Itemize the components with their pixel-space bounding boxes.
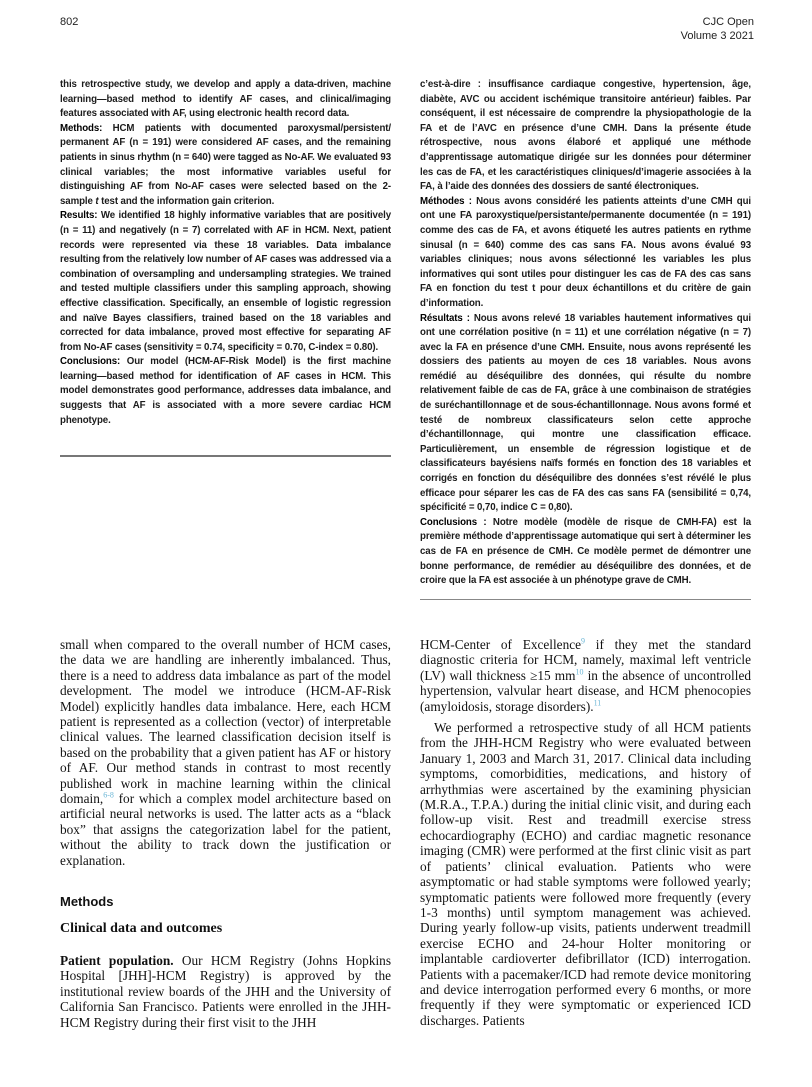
resume-resultats — [420, 312, 751, 516]
journal-volume: Volume 3 2021 — [680, 30, 754, 42]
journal-name: CJC Open — [702, 16, 754, 28]
page-number: 802 — [60, 16, 79, 28]
paragraph-text: for which a complex model architecture based on artificial neural networks is used. The latter acts as a “black box” that assigns the categorization label for the patient, without the ability to track down the justification or explanation. — [60, 791, 391, 868]
conclusions-text: Our model (HCM-AF-Risk Model) is the first machine learning—based method for identification of AF cases in HCM. This model demonstrates good performance, addresses data imbalance, and suggests that AF is associated with a more severe cardiac HCM phenotype. — [60, 356, 391, 426]
abstract-methods — [60, 122, 391, 210]
reference-link[interactable]: 6-8 — [103, 790, 114, 800]
reference-link[interactable]: 9 — [581, 636, 586, 646]
conclusions-fr-text: Notre modèle (modèle de risque de CMH-FA) est la première méthode d’apprentissage automatique qui sert à déterminer les cas de FA en présence de CMH. Ce modèle permet de démontrer une bonne performance, de remédier au déséquilibre des données, et de croire que la FA est associée à un phénotype grave de CMH. — [420, 516, 751, 587]
methods-text-end: test and the information gain criterion. — [98, 195, 275, 207]
results-label: Results: — [60, 210, 98, 222]
subsection-heading: Clinical data and outcomes — [60, 920, 223, 936]
abstract-french — [420, 78, 751, 589]
resultats-text: Nous avons relevé 18 variables hautement informatives qui ont une corrélation positive (n = 11) et une corrélation négative (n = 7) avec la FA en présence d’une CMH. Ensuite, nous avons représenté les dossiers des patients au moyen de ces 18 variables. Nous avons remédié au déséquilibre des données, qui résulte du nombre relativement faible de cas de FA, grâce à une combinaison de stratégies de suréchantillonnage et de sous-échantillonnage. Nous avons formé et testé de nombreux classificateurs selon cette approche d’échantillonnage, qui montre une classification efficace. Particulièrement, un ensemble de régression logistique et de classificateurs bayésiens naïfs formés en fonction des 18 variables et corrigés en fonction du déséquilibre des données s’est révélé le plus efficace pour séparer les cas de FA des cas sans FA (sensibilité = 0,74, spécificité = 0,70, indice C = 0,80). — [420, 312, 751, 514]
methodes-label: Méthodes : — [420, 195, 472, 207]
methods-t: t — [95, 195, 99, 207]
body-column-left — [60, 637, 391, 1030]
paragraph-text: if they met the standard diagnostic criteria for HCM, namely, maximal left ventricle (LV) wall thickness ≥15 mm — [420, 637, 751, 683]
abstract-english — [60, 78, 391, 428]
abstract-divider-left — [60, 455, 391, 457]
resultats-label: Résultats : — [420, 312, 470, 324]
body-paragraph — [60, 953, 391, 1030]
body-paragraph — [60, 637, 391, 868]
reference-link[interactable]: 11 — [593, 698, 602, 708]
paragraph-label: Patient population. — [60, 952, 174, 968]
abstract-intro: this retrospective study, we develop and apply a data-driven, machine learning—based method to identify AF cases, and clinical/imaging features associated with AF, using electronic health record data. — [60, 79, 391, 120]
results-text: We identified 18 highly informative variables that are positively (n = 11) and negatively (n = 7) correlated with AF in HCM. Next, patient records were represented via these 18 variables. Data imbalance resulting from the relatively low number of AF cases was addressed via a combination of oversampling and undersampling strategies. We trained and tested multiple classifiers under this sampling approach, showing effective classification. Specifically, an ensemble of logistic regression and naïve Bayes classifiers, trained based on the 18 variables and corrected for data imbalance, proved most effective for separating AF from No-AF cases (sensitivity = 0.74, specificity = 0.70, C-index = 0.80). — [60, 210, 391, 353]
abstract-conclusions — [60, 355, 391, 428]
abstract-divider-right — [420, 599, 751, 600]
resume-conclusions — [420, 516, 751, 589]
body-column-right — [420, 637, 751, 1028]
body-paragraph — [420, 637, 751, 714]
resume-methodes — [420, 195, 751, 312]
conclusions-fr-label: Conclusions : — [420, 516, 487, 528]
abstract-results — [60, 209, 391, 355]
conclusions-label: Conclusions: — [60, 356, 121, 368]
methods-label: Methods: — [60, 122, 103, 134]
section-heading-methods: Methods — [60, 894, 114, 910]
paragraph-text: Our HCM Registry (Johns Hopkins Hospital [JHH]-HCM Registry) is approved by the institutional review boards of the JHH and the University of California San Francisco. Patients were enrolled in the JHH-HCM Registry during their first visit to the JHH — [60, 952, 391, 1030]
paragraph-text: HCM-Center of Excellence — [420, 637, 582, 652]
methodes-text: Nous avons considéré les patients atteints d’une CMH qui ont une FA paroxystique/persistante/permanente documentée (n = 191) comme des cas de FA, et avons étiqueté les autres patients en rythme sinusal (n = 640) comme des cas sans FA. Nous avons évalué 93 variables cliniques; nous avons sélectionné les variables les plus informatives qui sont utiles pour distinguer les cas de FA des cas sans FA en fonction du test t pour deux échantillons et du critère de gain d’information. — [420, 195, 751, 309]
journal-header — [681, 15, 754, 43]
resume-intro: c’est-à-dire : insuffisance cardiaque congestive, hypertension, âge, diabète, AVC ou accident ischémique transitoire antérieur) faibles. Par conséquent, il est nécessaire de comprendre la physiopathologie de la FA et de l’AVC en présence d’une CMH. Dans la présente étude rétrospective, nous avons élaboré et appliqué une méthode d’apprentissage automatique dirigée sur les données pour déterminer les cas de FA, et les caractéristiques cliniques/d’imagerie associées à la FA, à l’aide des données des dossiers de santé électroniques. — [420, 79, 751, 193]
paragraph-text: small when compared to the overall number of HCM cases, the data we are handling are inherently imbalanced. Thus, there is a need to address data imbalance as part of the model development. The model we introduce (HCM-AF-Risk Model) explicitly handles data imbalance. Here, each HCM patient is represented as a collection (vector) of interpretable clinical values. The learned classification decision itself is based on the probability that a given patient has AF or history of AF. Our method stands in contrast to most recently published work in machine learning within the clinical domain, — [60, 637, 391, 807]
body-paragraph: We performed a retrospective study of all HCM patients from the JHH-HCM Registry who were evaluated between January 1, 2003 and March 31, 2017. Clinical data including symptoms, comorbidities, medications, and history of arrhythmias were ascertained by the examining physician (M.R.A., T.P.A.) during the initial clinic visit, and during each follow-up visit. Rest and treadmill exercise stress echocardiography (ECHO) and cardiac magnetic resonance imaging (CMR) were performed at the first clinic visit as part of patients’ clinical evaluation. Patients who were asymptomatic or had stable symptoms were followed yearly; symptomatic patients were followed more frequently (every 1-3 months) until symptom management was achieved. During yearly follow-up visits, patients underwent treadmill exercise ECHO and 24-hour Holter monitoring or implantable cardioverter defibrillator (ICD) interrogation. Patients with a pacemaker/ICD had remote device monitoring and device interrogation performed every 6 months, or more frequently if they were symptomatic or experienced ICD discharges. Patients — [420, 720, 751, 1028]
methods-text: HCM patients with documented paroxysmal/persistent/ permanent AF (n = 191) were considered AF cases, and the remaining patients in sinus rhythm (n = 640) were tagged as No-AF. We evaluated 93 clinical variables; the most informative variables useful for distinguishing AF from No-AF cases were selected based on the 2-sample — [60, 122, 391, 207]
reference-link[interactable]: 10 — [575, 667, 584, 677]
paragraph-text: in the absence of uncontrolled hypertension, valvular heart disease, and HCM phenocopies (amyloidosis, storage disorders). — [420, 667, 751, 714]
